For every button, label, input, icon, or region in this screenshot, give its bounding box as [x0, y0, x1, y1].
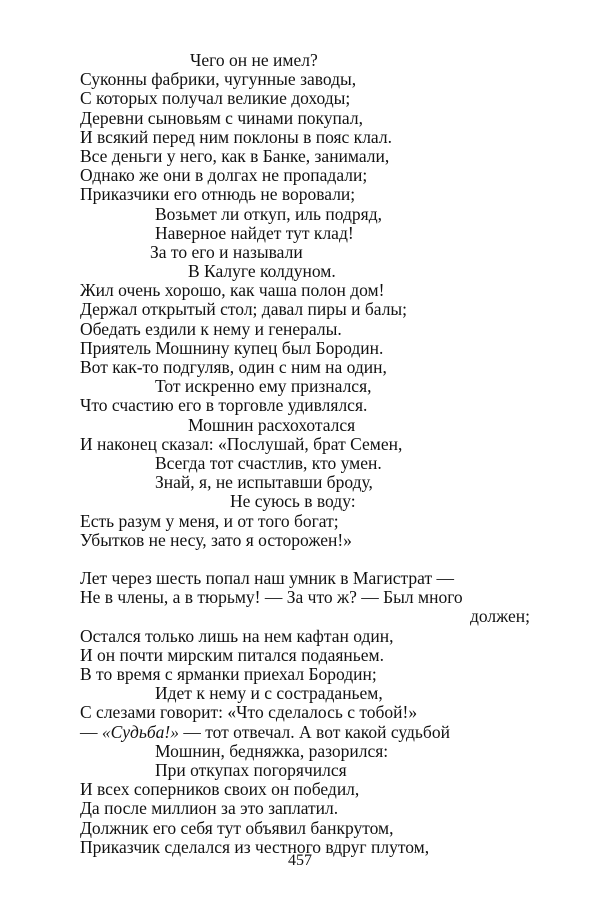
poem-line: Приказчики его отнюдь не воровали;: [80, 184, 356, 205]
poem-line: Идет к нему и с состраданьем,: [155, 683, 383, 704]
poem-text: [80, 51, 530, 857]
poem-line: Знай, я, не испытавши броду,: [155, 472, 373, 493]
poem-line: Мошнин расхохотался: [188, 414, 356, 435]
poem-line: И он почти мирским питался подаяньем.: [80, 644, 384, 665]
poem-line: Деревни сыновьям с чинами покупал,: [80, 107, 363, 128]
poem-line: [80, 723, 530, 742]
poem-line: Жил очень хорошо, как чаша полон дом!: [80, 280, 385, 301]
poem-line: Да после миллион за это заплатил.: [80, 798, 339, 819]
poem-line: Все деньги у него, как в Банке, занимали,: [80, 145, 390, 166]
poem-line: С слезами говорит: «Что сделалось с тобой!»: [80, 702, 418, 723]
poem-line: Суконны фабрики, чугунные заводы,: [80, 69, 357, 90]
poem-line: За то его и называли: [150, 241, 303, 262]
poem-line: Вот как-то подгуляв, один с ним на один,: [80, 357, 387, 377]
poem-line: Что счастию его в торговле удивлялся.: [80, 395, 368, 416]
poem-line: Не в члены, а в тюрьму! — За что ж? — Был много: [80, 587, 463, 608]
poem-line: Держал открытый стол; давал пиры и балы;: [80, 299, 408, 320]
poem-line: Обедать ездили к нему и генералы.: [80, 318, 342, 339]
line-rest: — тот отвечал. А вот какой судьбой: [178, 721, 450, 742]
poem-line: Возьмет ли откуп, иль подряд,: [155, 203, 382, 224]
poem-line: Приятель Мошнину купец был Бородин.: [80, 337, 384, 358]
poem-line: И наконец сказал: «Послушай, брат Семен,: [80, 433, 403, 454]
poem-line: В то время с ярманки приехал Бородин;: [80, 664, 377, 684]
poem-line: Не суюсь в воду:: [230, 491, 356, 512]
poem-line: Должник его себя тут объявил банкрутом,: [80, 817, 394, 838]
poem-line: Убытков не несу, зато я осторожен!»: [80, 529, 352, 550]
poem-line: И всякий перед ним поклоны в пояс клал.: [80, 126, 392, 147]
page-number: 457: [288, 852, 312, 869]
stanza-break: [80, 550, 530, 569]
poem-line: Всегда тот счастлив, кто умен.: [155, 452, 382, 473]
poem-line-wrap: должен;: [469, 606, 530, 627]
poem-line: Есть разум у меня, и от того богат;: [80, 510, 339, 531]
poem-line: Мошнин, бедняжка, разорился:: [155, 740, 389, 761]
italic-word: «Судьба!»: [101, 721, 179, 742]
poem-line: Лет через шесть попал наш умник в Магистрат —: [80, 568, 454, 589]
poem-line: При откупах погорячился: [155, 759, 347, 780]
poem-line: Наверное найдет тут клад!: [155, 222, 354, 243]
poem-line: Остался только лишь на нем кафтан один,: [80, 625, 394, 646]
poem-line: Тот искренно ему признался,: [155, 376, 372, 397]
poem-line: Чего он не имел?: [190, 50, 318, 70]
poem-line: Однако же они в долгах не пропадали;: [80, 165, 368, 186]
poem-line: Приказчик сделался из честного вдруг плутом,: [80, 836, 430, 857]
dash: —: [80, 721, 102, 742]
poem-line: И всех соперников своих он победил,: [80, 779, 360, 800]
poem-line: С которых получал великие доходы;: [80, 88, 351, 109]
poem-line: В Калуге колдуном.: [188, 261, 336, 282]
